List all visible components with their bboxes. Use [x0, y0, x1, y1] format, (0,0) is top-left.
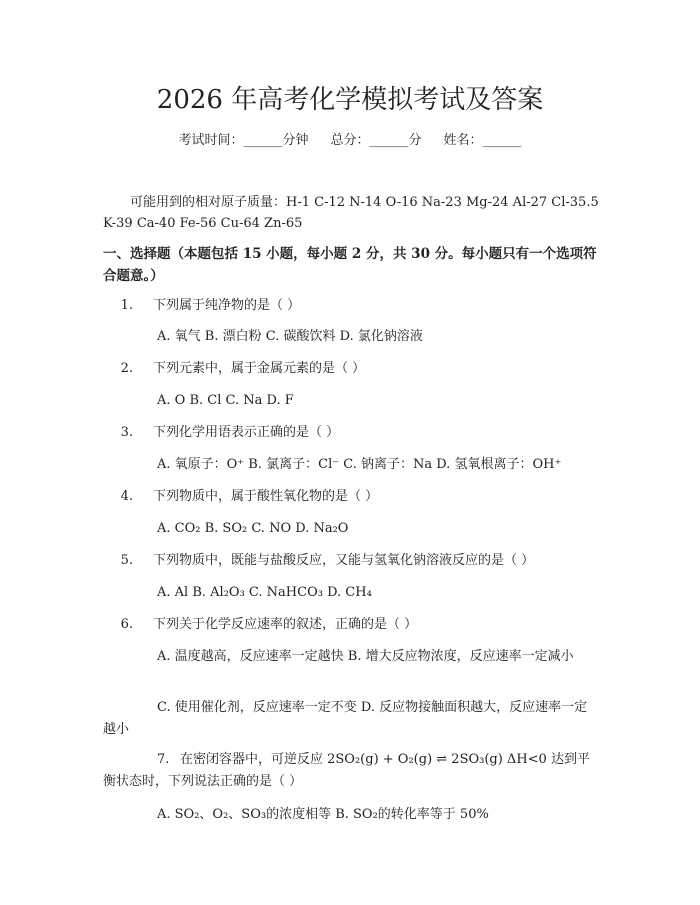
student-name: 姓名：______ [443, 133, 522, 148]
question-4-options: A. CO₂ B. SO₂ C. NO D. Na₂O [157, 521, 349, 536]
question-2 [103, 358, 597, 380]
exam-meta [0, 131, 700, 151]
question-text: 下列化学用语表示正确的是（ ） [153, 425, 340, 440]
question-number: 2. [120, 361, 133, 376]
question-number: 3. [120, 425, 133, 440]
question-7 [103, 749, 597, 793]
question-text: 下列属于纯净物的是（ ） [153, 298, 301, 313]
exam-score: 总分：______分 [330, 133, 422, 148]
question-3-options: A. 氧原子：O⁺ B. 氯离子：Cl⁻ C. 钠离子：Na D. 氢氧根离子：OH⁺ [157, 457, 562, 472]
question-text: 下列物质中，既能与盐酸反应，又能与氢氧化钠溶液反应的是（ ） [153, 553, 535, 568]
question-5-options: A. Al B. Al₂O₃ C. NaHCO₃ D. CH₄ [157, 585, 372, 600]
question-4 [103, 486, 597, 508]
question-6 [103, 614, 597, 636]
question-number: 1. [120, 298, 133, 313]
question-text: 下列元素中，属于金属元素的是（ ） [153, 361, 366, 376]
question-3 [103, 422, 597, 444]
section-heading: 一、选择题（本题包括 15 小题，每小题 2 分，共 30 分。每小题只有一个选项符合题意。） [103, 246, 597, 284]
question-2-options: A. O B. Cl C. Na D. F [157, 393, 294, 408]
question-7-options: A. SO₂、O₂、SO₃的浓度相等 B. SO₂的转化率等于 50% [157, 807, 489, 822]
question-6-options-2: C. 使用催化剂，反应速率一定不变 D. 反应物接触面积越大，反应速率一定越小 [103, 700, 588, 737]
page-title: 2026 年高考化学模拟考试及答案 [156, 85, 544, 115]
atomic-masses: 可能用到的相对原子质量：H-1 C-12 N-14 O-16 Na-23 Mg-24 Al-27 Cl-35.5 K-39 Ca-40 Fe-56 Cu-64 Zn-65 [103, 195, 599, 231]
question-number: 4. [120, 489, 133, 504]
question-1-options: A. 氧气 B. 漂白粉 C. 碳酸饮料 D. 氯化钠溶液 [157, 329, 423, 344]
question-5 [103, 550, 597, 572]
question-text: 下列物质中，属于酸性氧化物的是（ ） [153, 489, 379, 504]
question-text: 在密闭容器中，可逆反应 2SO₂(g) + O₂(g) ⇌ 2SO₃(g) ΔH<0 达到平衡状态时，下列说法正确的是（ ） [103, 752, 590, 789]
question-number: 7. [157, 752, 170, 767]
question-text: 下列关于化学反应速率的叙述，正确的是（ ） [153, 617, 418, 632]
question-number: 5. [120, 553, 133, 568]
question-number: 6. [120, 617, 133, 632]
question-6-options: A. 温度越高，反应速率一定越快 B. 增大反应物浓度，反应速率一定减小 [157, 649, 574, 664]
question-1 [103, 295, 597, 317]
exam-time: 考试时间：______分钟 [178, 133, 309, 148]
